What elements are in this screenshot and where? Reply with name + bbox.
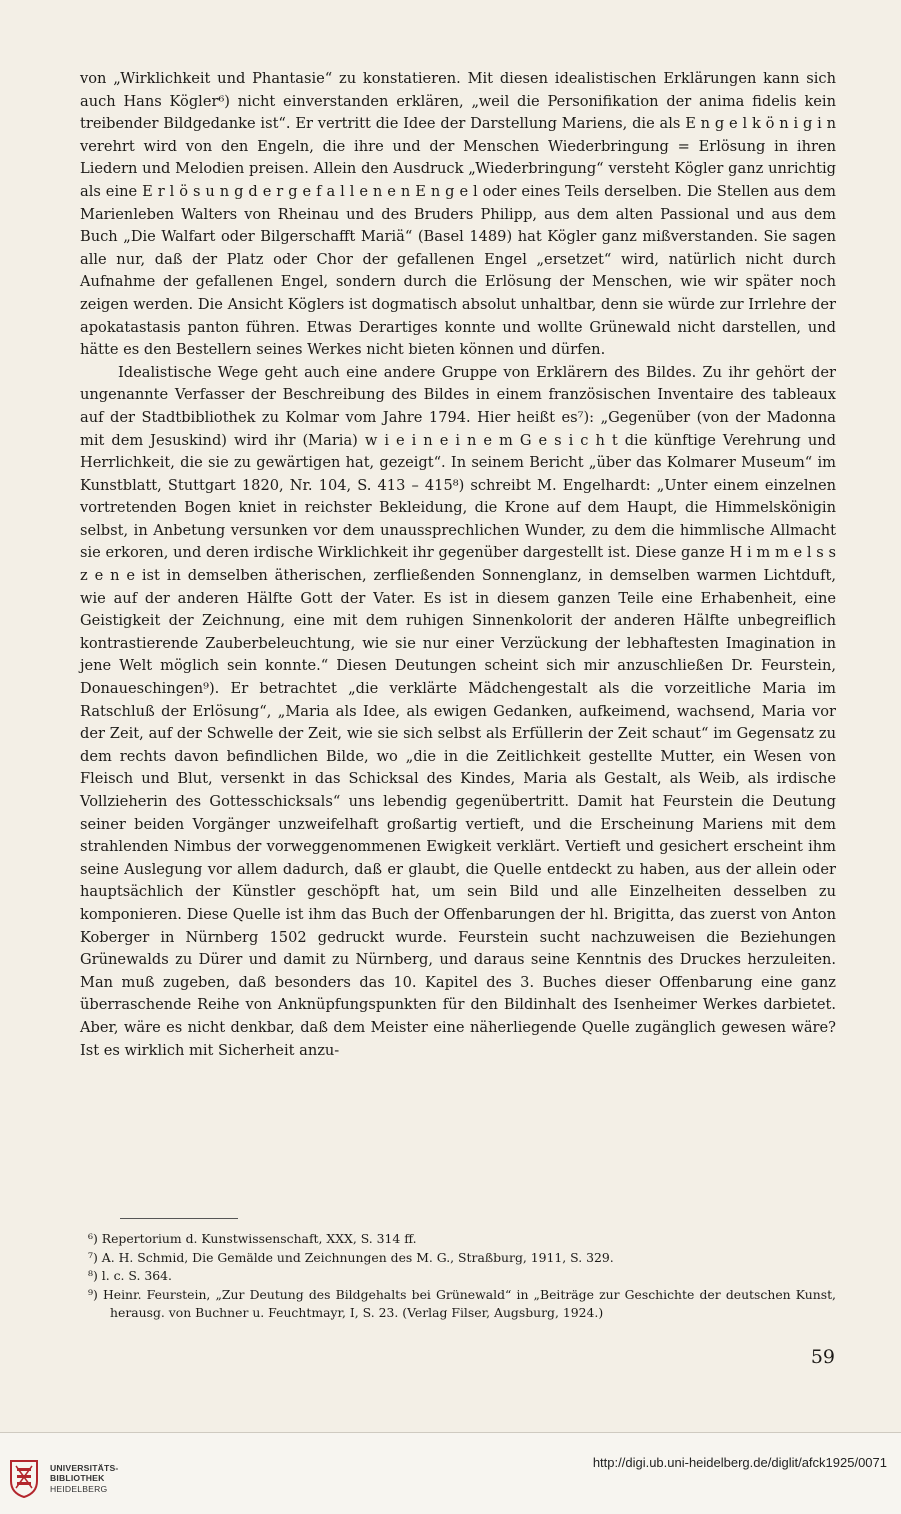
- footnotes: [80, 1230, 836, 1323]
- page-number: 59: [810, 1346, 835, 1368]
- footnote-6: ⁶) Repertorium d. Kunstwissenschaft, XXX, S. 314 ff.: [88, 1231, 417, 1246]
- library-logo-icon: [8, 1457, 40, 1499]
- footnote-7: ⁷) A. H. Schmid, Die Gemälde und Zeichnungen des M. G., Straßburg, 1911, S. 329.: [88, 1249, 614, 1265]
- body-text: [80, 68, 836, 1062]
- library-line-3: HEIDELBERG: [50, 1483, 108, 1494]
- library-name: [50, 1463, 119, 1494]
- paragraph-1: von „Wirklichkeit und Phantasie“ zu konstatieren. Mit diesen idealistischen Erklärungen kann sich auch Hans Kögler⁶) nicht einverstanden erklären, „weil die Personifikation der anima fidelis kein treibender Bildgedanke ist“. Er vertritt die Idee der Darstellung Mariens, die als E n g e l k ö n i g i n verehrt wird von den Engeln, die ihre und der Menschen Wiederbringung = Erlösung in ihren Liedern und Melodien preisen. Allein den Ausdruck „Wiederbringung“ versteht Kögler ganz unrichtig als eine E r l ö s u n g d e r g e f a l l e n e n E n g e l oder eines Teils derselben. Die Stellen aus dem Marienleben Walters von Rheinau und des Bruders Philipp, aus dem alten Passional und aus dem Buch „Die Walfart oder Bilgerschafft Mariä“ (Basel 1489) hat Kögler ganz mißverstanden. Sie sagen alle nur, daß der Platz oder Chor der gefallenen Engel „ersetzet“ wird, natürlich nicht durch Aufnahme der gefallenen Engel, sondern durch die Erlösung der Menschen, wie wir später noch zeigen werden. Die Ansicht Köglers ist dogmatisch absolut unhaltbar, denn sie würde zur Irrlehre der apokatastasis panton führen. Etwas Derartiges konnte und wollte Grünewald nicht darstellen, und hätte es den Bestellern seines Werkes nicht bieten können und dürfen.: [80, 70, 836, 359]
- footnote-8: ⁸) l. c. S. 364.: [88, 1268, 172, 1284]
- paragraph-2: Idealistische Wege geht auch eine andere Gruppe von Erklärern des Bildes. Zu ihr gehört der ungenannte Verfasser der Beschreibung des Bildes in einem französischen Inventaire des tableaux auf der Stadtbibliothek zu Kolmar vom Jahre 1794. Hier heißt es⁷): „Gegenüber (von der Madonna mit dem Jesuskind) wird ihr (Maria) w i e i n e i n e m G e s i c h t die künftige Verehrung und Herrlichkeit, die sie zu gewärtigen hat, gezeigt“. In seinem Bericht „über das Kolmarer Museum“ im Kunstblatt, Stuttgart 1820, Nr. 104, S. 413 – 415⁸) schreibt M. Engelhardt: „Unter einem einzelnen vortretenden Bogen kniet in reichster Bekleidung, die Krone auf dem Haupt, die Himmelskönigin selbst, in Anbetung versunken vor dem unaussprechlichen Wunder, zu dem die himmlische Allmacht sie erkoren, und deren irdische Wirklichkeit ihr gegenüber dargestellt ist. Diese ganze H i m m e l s s z e n e ist in demselben ätherischen, zerfließenden Sonnenglanz, in demselben warmen Lichtduft, wie auf der anderen Hälfte Gott der Vater. Es ist in diesem ganzen Teile eine Erhabenheit, eine Geistigkeit der Zeichnung, eine mit dem ruhigen Sinnenkolorit der anderen Hälfte unbegreiflich kontrastierende Zauberbeleuchtung, wie sie nur einer Verzückung der lebhaftesten Imagination in jene Welt möglich sein konnte.“ Diesen Deutungen scheint sich mir anzuschließen Dr. Feurstein, Donaueschingen⁹). Er betrachtet „die verklärte Mädchengestalt als die vorzeitliche Maria im Ratschluß der Erlösung“, „Maria als Idee, als ewigen Gedanken, aufkeimend, wachsend, Maria vor der Zeit, auf der Schwelle der Zeit, wie sie sich selbst als Erfüllerin der Zeit schaut“ im Gegensatz zu dem rechts davon befindlichen Bilde, wo „die in die Zeitlichkeit gestellte Mutter, ein Wesen von Fleisch und Blut, versenkt in das Schicksal des Kindes, Maria als Gestalt, als Weib, als irdische Vollzieherin des Gottesschicksals“ uns lebendig gegenübertritt. Damit hat Feurstein die Deutung seiner beiden Vorgänger unzweifelhaft großartig vertieft, und die Erscheinung Mariens mit dem strahlenden Nimbus der vorweggenommenen Ewigkeit verklärt. Vertieft und gesichert erscheint ihm seine Auslegung vor allem dadurch, daß er glaubt, die Quelle entdeckt zu haben, aus der allein oder hauptsächlich der Künstler geschöpft hat, um sein Bild und alle Einzelheiten desselben zu komponieren. Diese Quelle ist ihm das Buch der Offenbarungen der hl. Brigitta, das zuerst von Anton Koberger in Nürnberg 1502 gedruckt wurde. Feurstein sucht nachzuweisen die Beziehungen Grünewalds zu Dürer und damit zu Nürnberg, und daraus seine Kenntnis des Druckes herzuleiten. Man muß zugeben, daß besonders das 10. Kapitel des 3. Buches dieser Offenbarung eine ganz überraschende Reihe von Anknüpfungspunkten für den Bildinhalt des Isenheimer Werkes darbietet. Aber, wäre es nicht denkbar, daß dem Meister eine näherliegende Quelle zugänglich gewesen wäre? Ist es wirklich mit Sicherheit anzu-: [80, 363, 836, 1059]
- footnote-separator: [120, 1218, 238, 1219]
- library-line-1: UNIVERSITÄTS-: [50, 1463, 119, 1473]
- viewer-footer: [0, 1432, 901, 1514]
- footnote-9: ⁹) Heinr. Feurstein, „Zur Deutung des Bildgehalts bei Grünewald“ in „Beiträge zur Geschichte der deutschen Kunst, herausg. von Buchner u. Feuchtmayr, I, S. 23. (Verlag Filser, Augsburg, 1924.): [88, 1286, 836, 1321]
- permalink-url[interactable]: http://digi.ub.uni-heidelberg.de/diglit/afck1925/0071: [592, 1455, 887, 1470]
- library-line-2: BIBLIOTHEK: [50, 1473, 105, 1484]
